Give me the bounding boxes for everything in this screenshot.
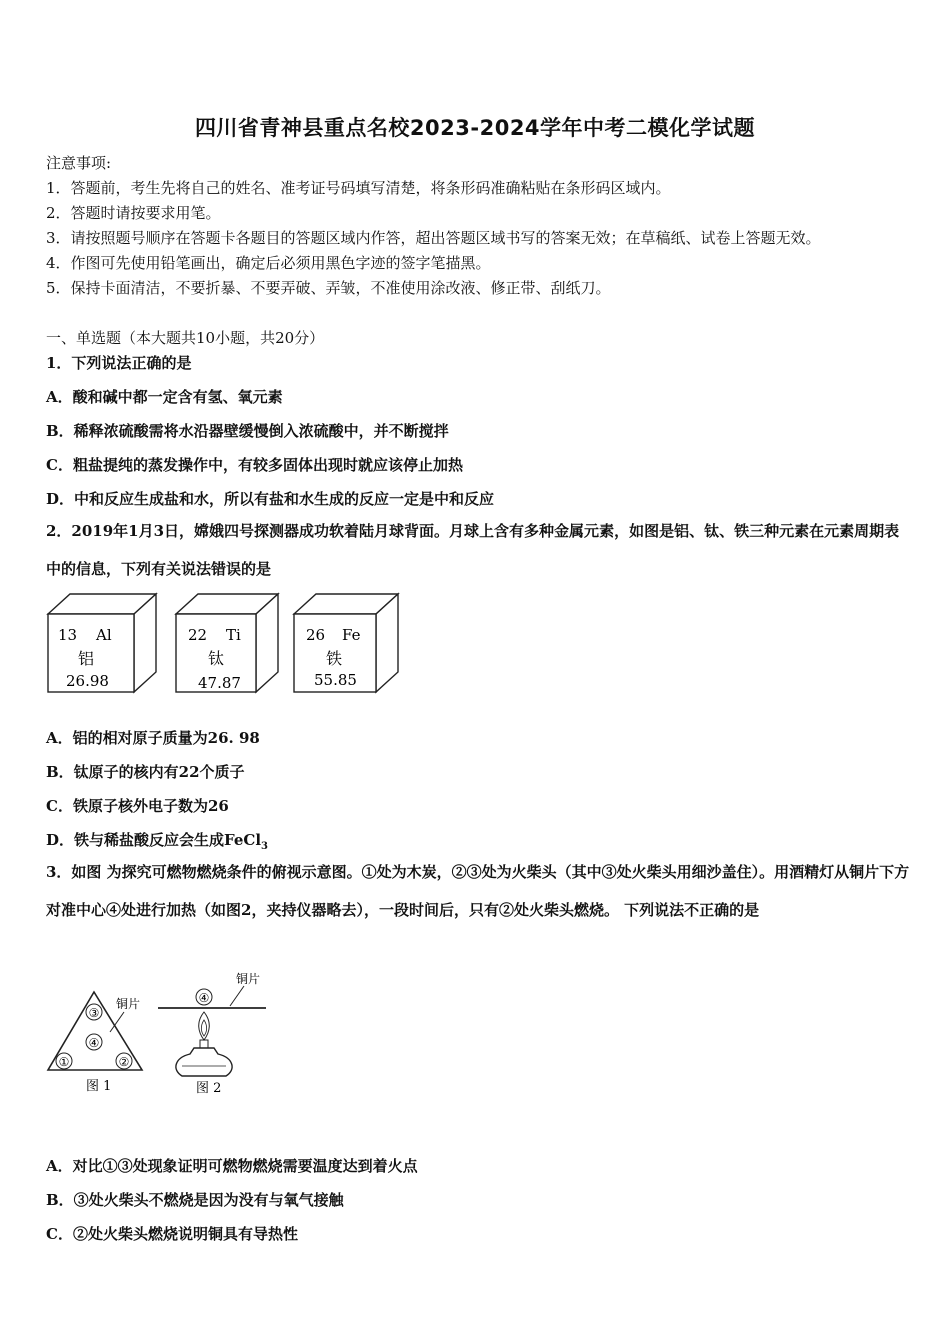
note-item: 4．作图可先使用铅笔画出，确定后必须用黑色字迹的签字笔描黑。 — [46, 254, 491, 272]
q1-option-a: A．酸和碱中都一定含有氢、氧元素 — [46, 388, 283, 406]
q1-option-b: B．稀释浓硫酸需将水沿器壁缓慢倒入浓硫酸中，并不断搅拌 — [46, 422, 449, 440]
element-name: 钛 — [208, 649, 225, 668]
q3-stem: 3．如图 为探究可燃物燃烧条件的俯视示意图。①处为木炭，②③处为火柴头（其中③处火柴头用细沙盖住）。用酒精灯从铜片下方对准中心④处进行加热（如图2，夹持仪器略去），一段时间后，只有②处火柴头燃烧。 下列说法不正确的是 — [46, 863, 910, 919]
q2-option-d — [46, 829, 268, 852]
element-symbol: Al — [96, 626, 112, 644]
q2-option-c: C．铁原子核外电子数为26 — [46, 797, 229, 815]
q2-stem: 2．2019年1月3日，嫦娥四号探测器成功软着陆月球背面。月球上含有多种金属元素，如图是铝、钛、铁三种元素在元素周期表中的信息，下列有关说法错误的是 — [46, 522, 900, 578]
element-mass: 55.85 — [314, 671, 357, 689]
q2-option-d-text: D．铁与稀盐酸反应会生成FeCl — [46, 831, 262, 849]
q2-option-a: A．铝的相对原子质量为26. 98 — [46, 729, 260, 747]
element-mass: 26.98 — [66, 672, 109, 690]
element-symbol: Ti — [226, 626, 241, 644]
q2-option-b: B．钛原子的核内有22个质子 — [46, 763, 245, 781]
element-symbol: Fe — [342, 626, 361, 644]
note-item: 3．请按照题号顺序在答题卡各题目的答题区域内作答，超出答题区域书写的答案无效；在草稿纸、试卷上答题无效。 — [46, 229, 821, 247]
figure-2-caption: 图 2 — [196, 1081, 222, 1096]
note-item: 2．答题时请按要求用笔。 — [46, 204, 221, 222]
element-name: 铝 — [78, 649, 95, 668]
q1-option-d: D．中和反应生成盐和水，所以有盐和水生成的反应一定是中和反应 — [46, 490, 495, 508]
note-item: 5．保持卡面清洁，不要折暴、不要弄破、弄皱，不准使用涂改液、修正带、刮纸刀。 — [46, 279, 611, 297]
copper-label: 铜片 — [116, 997, 141, 1011]
element-name: 铁 — [326, 649, 343, 668]
copper-label: 铜片 — [236, 972, 261, 986]
combustion-figure — [44, 970, 276, 1100]
q3-option-a: A．对比①③处现象证明可燃物燃烧需要温度达到着火点 — [46, 1157, 418, 1175]
note-item: 1．答题前，考生先将自己的姓名、准考证号码填写清楚，将条形码准确粘贴在条形码区域内。 — [46, 179, 671, 197]
element-cards-figure — [46, 592, 406, 696]
figure-1-caption: 图 1 — [86, 1079, 112, 1094]
element-mass: 47.87 — [198, 674, 241, 692]
element-number: 22 — [188, 626, 208, 644]
notes-heading: 注意事项: — [46, 154, 112, 172]
mark-1: ① — [58, 1055, 70, 1069]
element-card-al — [48, 594, 156, 692]
mark-2: ② — [118, 1055, 130, 1069]
figure-1-top-view — [48, 992, 142, 1094]
q1-stem: 1．下列说法正确的是 — [46, 354, 192, 372]
q2-option-d-subscript: 3 — [261, 841, 268, 852]
element-number: 26 — [306, 626, 326, 644]
figure-2-side-view — [158, 971, 266, 1096]
page-title: 四川省青神县重点名校2023-2024学年中考二模化学试题 — [194, 116, 756, 140]
section-heading: 一、单选题（本大题共10小题，共20分） — [46, 329, 325, 347]
mark-3: ③ — [88, 1006, 100, 1020]
q3-option-c: C．②处火柴头燃烧说明铜具有导热性 — [46, 1225, 298, 1243]
element-card-fe — [294, 594, 398, 692]
element-card-ti — [176, 594, 278, 692]
q1-option-c: C．粗盐提纯的蒸发操作中，有较多固体出现时就应该停止加热 — [46, 456, 463, 474]
mark-4: ④ — [198, 991, 210, 1005]
element-number: 13 — [58, 626, 78, 644]
mark-4: ④ — [88, 1036, 100, 1050]
q3-option-b: B．③处火柴头不燃烧是因为没有与氧气接触 — [46, 1191, 344, 1209]
